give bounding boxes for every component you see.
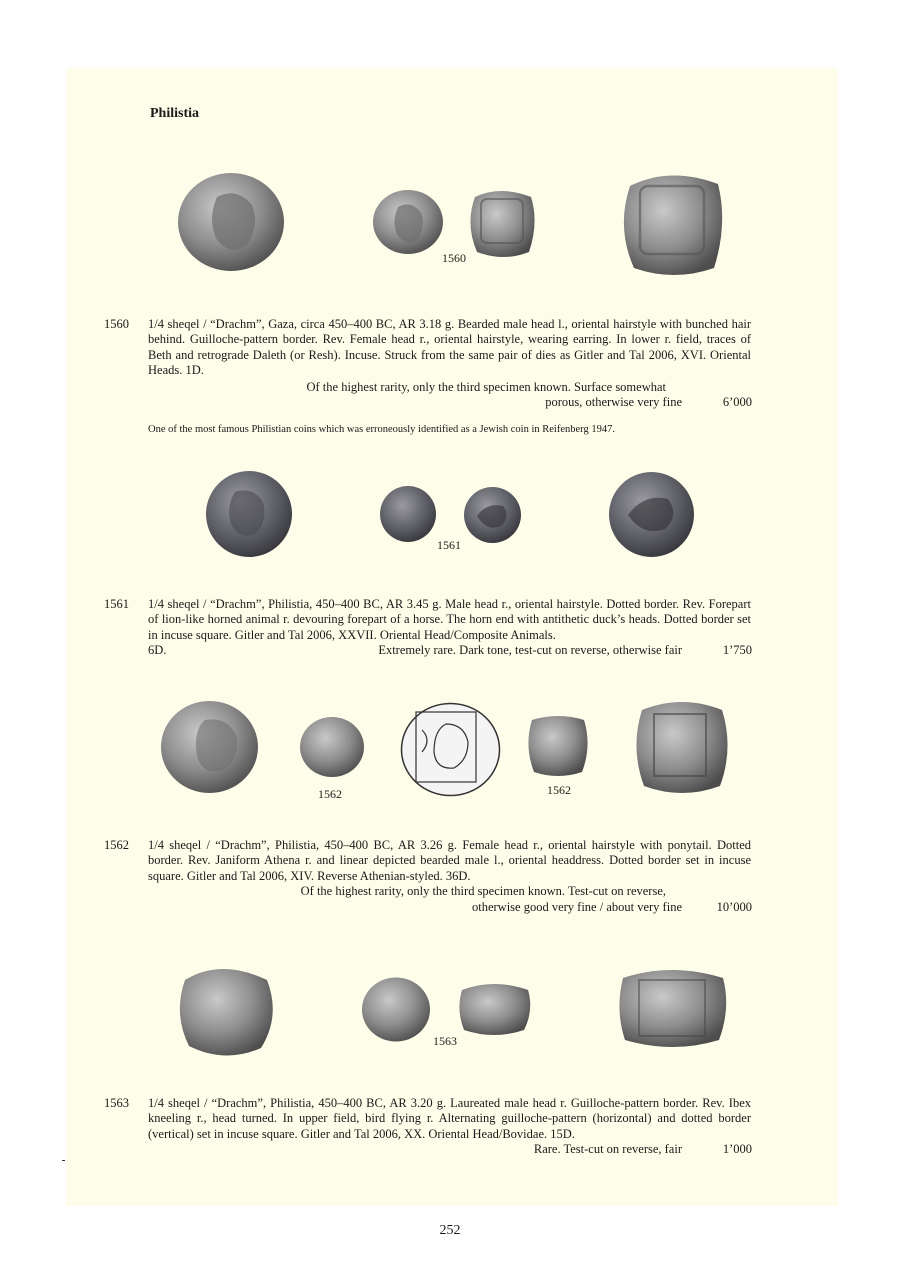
coin-1560-reverse-enlarged — [622, 168, 724, 278]
lot-number: 1561 — [104, 597, 129, 611]
lot-price: 10’000 — [716, 900, 752, 914]
coin-1562-obverse — [299, 716, 365, 778]
lot-number: 1563 — [104, 1096, 129, 1110]
lot-description: 1/4 sheqel / “Drachm”, Philistia, 450–400 BC, AR 3.26 g. Female head r., oriental hairstyle with ponytail. Dotted border. Rev. Janiform Athena r. and linear depicted bearded male l., oriental headdress. Dotted border set in incuse square. Gitler and Tal 2006, XIV. Reverse Athenian-styled. 36D. — [148, 838, 751, 883]
figure-label-1562: 1562 — [318, 787, 342, 801]
coin-1560-reverse — [469, 187, 536, 259]
coin-1560-obverse — [372, 189, 444, 256]
coin-1562-reverse-drawing — [400, 702, 501, 797]
lot-description-end: 6D. — [148, 643, 167, 657]
coin-1562-reverse — [526, 712, 590, 778]
lot-condition: Rare. Test-cut on reverse, fair — [533, 1142, 682, 1156]
coin-1563-obverse — [361, 976, 431, 1043]
coin-1563-reverse-enlarged — [617, 966, 728, 1052]
lot-price: 1’000 — [722, 1142, 752, 1156]
lot-number: 1560 — [104, 317, 129, 331]
coin-1562-obverse-enlarged — [160, 700, 259, 794]
coin-1561-reverse — [463, 486, 522, 544]
lot-description: 1/4 sheqel / “Drachm”, Philistia, 450–400 BC, AR 3.20 g. Laureated male head r. Guilloche-pattern border. Rev. Ibex kneeling r., head turned. In upper field, bird flying r. Alternating guilloche-pattern (horizontal) and dotted border (vertical) set in incuse square. Gitler and Tal 2006, XX. Oriental Head/Bovidae. 15D. — [148, 1096, 751, 1141]
lot-description: 1/4 sheqel / “Drachm”, Philistia, 450–400 BC, AR 3.45 g. Male head r., oriental hairstyle. Dotted border. Rev. Forepart of lion-like horned animal r. devouring forepart of a horse. The horn end with antithetic duck’s heads. Dotted border set in incuse square. Gitler and Tal 2006, XXVII. Oriental Head/Composite Animals. — [148, 597, 751, 642]
figure-label-1562-reverse: 1562 — [547, 783, 571, 797]
coin-1561-obverse-enlarged — [205, 470, 293, 558]
coin-1563-obverse-enlarged — [171, 962, 277, 1059]
lot-condition: porous, otherwise very fine — [545, 395, 682, 409]
lot-price: 6’000 — [722, 395, 752, 409]
figure-label-1563: 1563 — [433, 1034, 457, 1048]
lot-description: 1/4 sheqel / “Drachm”, Gaza, circa 450–400 BC, AR 3.18 g. Bearded male head l., oriental hairstyle with bunched hair behind. Guilloche-pattern border. Rev. Female head r., oriental hairstyle, wearing earring. In lower r. field, traces of Beth and retrograde Daleth (or Resh). Incuse. Struck from the same pair of dies as Gitler and Tal 2006, XVI. Oriental Heads. 1D. — [148, 317, 751, 377]
lot-condition: otherwise good very fine / about very fine — [471, 900, 682, 914]
section-title: Philistia — [150, 106, 200, 121]
lot-condition: Of the highest rarity, only the third specimen known. Surface somewhat — [306, 380, 666, 394]
lot-price: 1’750 — [722, 643, 752, 657]
coin-1561-obverse — [379, 485, 437, 543]
lot-condition: Extremely rare. Dark tone, test-cut on reverse, otherwise fair — [378, 643, 682, 657]
coin-1561-reverse-enlarged — [608, 471, 695, 558]
coin-1560-obverse-enlarged — [177, 172, 285, 273]
coin-1563-reverse — [458, 980, 531, 1038]
figure-label-1560: 1560 — [442, 251, 466, 265]
lot-number: 1562 — [104, 838, 129, 852]
figure-label-1561: 1561 — [437, 538, 461, 552]
lot-condition: Of the highest rarity, only the third specimen known. Test-cut on reverse, — [300, 884, 666, 898]
margin-mark — [62, 1160, 65, 1161]
page-number: 252 — [439, 1223, 461, 1238]
lot-note: One of the most famous Philistian coins which was erroneously identified as a Jewish coin in Reifenberg 1947. — [148, 424, 615, 435]
coin-1562-reverse-enlarged — [634, 696, 730, 797]
